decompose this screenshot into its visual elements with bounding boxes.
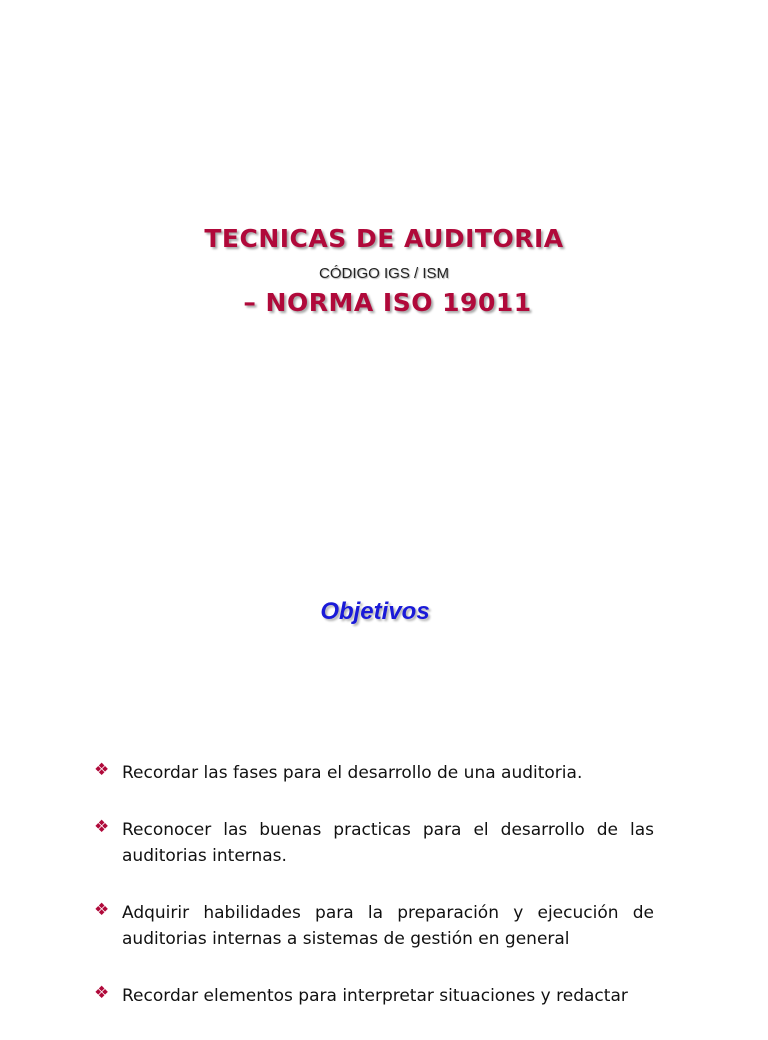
objective-text: Recordar elementos para interpretar situaciones y redactar bbox=[122, 986, 628, 1006]
four-diamond-icon: ❖ bbox=[94, 983, 110, 1003]
objective-text: Reconocer las buenas practicas para el desarrollo de las auditorias internas. bbox=[122, 820, 654, 866]
document-code: CÓDIGO IGS / ISM bbox=[318, 265, 449, 282]
four-diamond-icon: ❖ bbox=[94, 760, 110, 780]
four-diamond-icon: ❖ bbox=[94, 817, 110, 837]
document-title: TECNICAS DE AUDITORIA bbox=[204, 224, 564, 253]
document-subtitle: – NORMA ISO 19011 bbox=[243, 288, 532, 317]
objective-item bbox=[94, 983, 654, 1009]
objective-item bbox=[94, 760, 654, 786]
objective-text: Recordar las fases para el desarrollo de una auditoria. bbox=[122, 763, 583, 783]
objective-item bbox=[94, 817, 654, 869]
section-heading-objetivos: Objetivos bbox=[320, 598, 430, 625]
objective-text: Adquirir habilidades para la preparación y ejecución de auditorias internas a sistemas de gestión en general bbox=[122, 903, 654, 949]
objectives-list bbox=[94, 760, 654, 1040]
four-diamond-icon: ❖ bbox=[94, 900, 110, 920]
objective-item bbox=[94, 900, 654, 952]
